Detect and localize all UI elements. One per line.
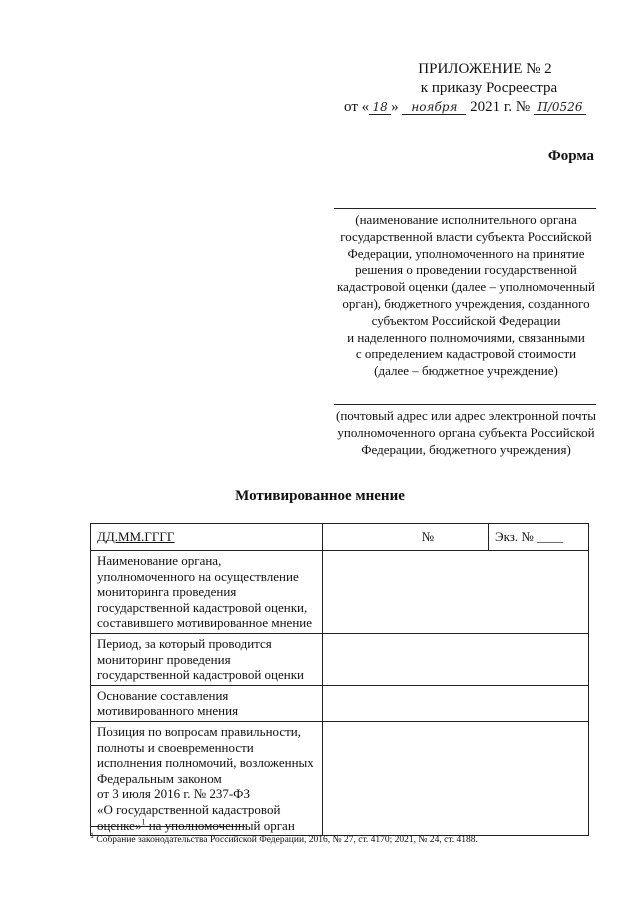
row-label-line: полноты и своевременности	[97, 739, 254, 755]
row-label-line: мониторинга проведения	[97, 584, 237, 600]
date-day-handwritten: 18	[369, 100, 391, 115]
row-value-field[interactable]	[323, 551, 589, 634]
date-year: 2021 г. №	[466, 99, 534, 115]
opinion-table	[90, 523, 589, 836]
row-label-text: оценке»	[97, 817, 142, 833]
organ-caption-line: решения о проведении государственной	[355, 262, 577, 278]
organ-caption-line: орган), бюджетного учреждения, созданного	[342, 295, 590, 311]
footnote-text: Собрание законодательства Российской Федерации, 2016, № 27, ст. 4170; 2021, № 24, ст. 4188.	[94, 835, 478, 845]
row-label-line: Основание составления	[97, 687, 229, 703]
date-prefix: от «	[344, 99, 370, 115]
row-label-line: Позиция по вопросам правильности,	[97, 723, 302, 739]
organ-caption-line: Федерации, уполномоченного на принятие	[347, 245, 585, 261]
footnote-ref[interactable]: 1	[141, 817, 146, 827]
organ-caption-line: с определением кадастровой стоимости	[355, 346, 577, 362]
annex-order: к приказу Росреестра	[420, 80, 558, 96]
row-label-line: «О государственной кадастровой	[97, 801, 281, 817]
date-placeholder: ДД.ММ.ГГГГ	[97, 529, 175, 545]
table-row	[91, 633, 589, 685]
organ-fill-line	[334, 208, 596, 209]
organ-caption-line: и наделенного полномочиями, связанными	[347, 329, 585, 345]
organ-caption-line: (далее – бюджетное учреждение)	[374, 363, 558, 379]
row-label-line: Наименование органа,	[97, 553, 222, 568]
row-label-line: мониторинг проведения	[97, 651, 231, 667]
organ-caption-line: государственной власти субъекта Российской	[340, 228, 592, 244]
table-header-row	[91, 524, 589, 551]
address-caption	[322, 408, 610, 458]
row-value-field[interactable]	[323, 721, 589, 835]
address-caption-line: (почтовый адрес или адрес электронной почты	[335, 408, 596, 423]
row-label-line: Период, за который проводится	[97, 635, 272, 651]
row-label-line: уполномоченного на осуществление	[97, 568, 299, 584]
form-label: Форма	[547, 148, 594, 164]
address-caption-line: уполномоченного органа субъекта Российской	[337, 424, 595, 440]
annex-date-line	[320, 98, 610, 117]
row-label-text: на уполномоченный орган	[145, 817, 295, 833]
row-label	[91, 551, 323, 634]
row-label	[91, 685, 323, 721]
row-label-line: мотивированного мнения	[97, 703, 239, 719]
row-value-field[interactable]	[323, 633, 589, 685]
footnote	[90, 830, 478, 846]
row-label	[91, 633, 323, 685]
row-label-line: исполнения полномочий, возложенных	[97, 755, 314, 771]
table-row	[91, 551, 589, 634]
organ-caption	[322, 212, 610, 380]
row-label-line: государственной кадастровой оценки,	[97, 599, 308, 615]
footnote-mark: 1	[90, 830, 94, 840]
row-label-line: Федеральным законом	[97, 770, 222, 786]
footnote-divider	[90, 826, 245, 827]
date-month-handwritten: ноября	[402, 100, 466, 115]
document-title: Мотивированное мнение	[235, 488, 405, 504]
date-cell	[91, 524, 323, 551]
annex-title: ПРИЛОЖЕНИЕ № 2	[418, 61, 552, 77]
organ-caption-line: (наименование исполнительного органа	[355, 212, 577, 227]
row-value-field[interactable]	[323, 685, 589, 721]
address-caption-line: Федерации, бюджетного учреждения)	[361, 441, 571, 457]
organ-caption-line: субъектом Российской Федерации	[371, 312, 561, 328]
number-cell: №	[323, 524, 489, 551]
table-row	[91, 721, 589, 835]
annex-header	[344, 60, 610, 117]
row-label-line: составившего мотивированное мнение	[97, 615, 313, 631]
date-mid: »	[391, 99, 403, 115]
copy-cell: Экз. № ____	[489, 524, 589, 551]
table-row	[91, 685, 589, 721]
row-label	[91, 721, 323, 835]
address-fill-line	[334, 404, 596, 405]
order-number-handwritten: П/0526	[534, 100, 586, 115]
row-label-line: государственной кадастровой оценки	[97, 667, 304, 683]
organ-caption-line: кадастровой оценки (далее – уполномоченный	[337, 279, 595, 295]
row-label-line: от 3 июля 2016 г. № 237-ФЗ	[97, 786, 250, 802]
